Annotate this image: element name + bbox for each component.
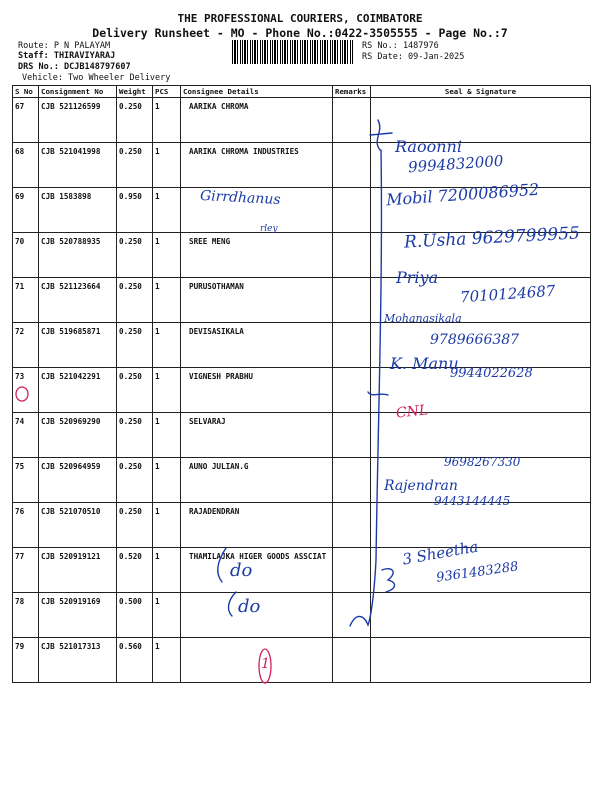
table-header-row <box>13 86 591 98</box>
rs-number: RS No.: 1487976 <box>362 41 439 51</box>
col-sno: S No <box>13 86 39 98</box>
col-consignee: Consignee Details <box>181 86 333 98</box>
cell-consignee: SELVARAJ <box>181 413 333 458</box>
cell-pcs: 1 <box>153 233 181 278</box>
sig-76-phone: 9443144445 <box>434 494 511 508</box>
cell-consignment: CJB 520969290 <box>39 413 117 458</box>
cell-remarks <box>333 593 371 638</box>
barcode <box>232 40 354 64</box>
cell-weight: 0.500 <box>117 593 153 638</box>
cell-pcs: 1 <box>153 458 181 503</box>
table-row <box>13 413 591 458</box>
cell-remarks <box>333 143 371 188</box>
cell-sno: 70 <box>13 233 39 278</box>
cell-weight: 0.250 <box>117 368 153 413</box>
cell-consignment: CJB 520788935 <box>39 233 117 278</box>
cell-consignee: THAMILAJKA HIGER GOODS ASSCIAT <box>181 548 333 593</box>
cell-consignee: PURUSOTHAMAN <box>181 278 333 323</box>
cell-pcs: 1 <box>153 503 181 548</box>
cell-remarks <box>333 503 371 548</box>
cell-remarks <box>333 548 371 593</box>
cell-weight: 0.250 <box>117 143 153 188</box>
cell-remarks <box>333 98 371 143</box>
route-info: Route: P N PALAYAM <box>18 41 111 51</box>
cell-weight: 0.250 <box>117 233 153 278</box>
cell-remarks <box>333 323 371 368</box>
cell-pcs: 1 <box>153 143 181 188</box>
cell-sno: 71 <box>13 278 39 323</box>
sig-73-phone: 9944022628 <box>450 366 533 381</box>
sig-78-phone: 9361483288 <box>435 559 520 586</box>
drs-info: DRS No.: DCJB148797607 <box>18 62 131 72</box>
cell-consignment: CJB 521070510 <box>39 503 117 548</box>
cell-sno: 79 <box>13 638 39 683</box>
runsheet-table <box>12 85 591 683</box>
cell-weight: 0.250 <box>117 503 153 548</box>
cell-seal-signature <box>371 638 591 683</box>
cell-pcs: 1 <box>153 188 181 233</box>
cell-seal-signature <box>371 503 591 548</box>
cell-consignee: AARIKA CHROMA <box>181 98 333 143</box>
cell-remarks <box>333 458 371 503</box>
ditto-79: do <box>238 596 261 617</box>
table-row <box>13 143 591 188</box>
col-seal: Seal & Signature <box>371 86 591 98</box>
table-row <box>13 638 591 683</box>
cell-consignment: CJB 521017313 <box>39 638 117 683</box>
sig-68-name: Raoonni <box>395 137 462 156</box>
sig-71-phone: 7010124687 <box>459 281 556 307</box>
sig-68-phone: 9994832000 <box>407 151 504 177</box>
cell-weight: 0.520 <box>117 548 153 593</box>
cell-sno: 78 <box>13 593 39 638</box>
sig-76-name: Rajendran <box>384 478 458 494</box>
sig-73-name: K. Manu <box>390 354 459 373</box>
cell-pcs: 1 <box>153 368 181 413</box>
cell-sno: 76 <box>13 503 39 548</box>
table-row <box>13 503 591 548</box>
cell-consignment: CJB 1583898 <box>39 188 117 233</box>
cell-weight: 0.250 <box>117 98 153 143</box>
cell-weight: 0.950 <box>117 188 153 233</box>
cell-consignee: AARIKA CHROMA INDUSTRIES <box>181 143 333 188</box>
col-pcs: PCS <box>153 86 181 98</box>
cell-weight: 0.250 <box>117 278 153 323</box>
sig-69: Mobil 7200086952 <box>385 179 540 210</box>
sig-75-phone: 9698267330 <box>444 455 521 469</box>
company-title: THE PROFESSIONAL COURIERS, COIMBATORE <box>177 12 423 25</box>
cell-consignee: AUNO JULIAN.G <box>181 458 333 503</box>
cell-weight: 0.560 <box>117 638 153 683</box>
col-consignment: Consignment No <box>39 86 117 98</box>
cell-consignment: CJB 521123664 <box>39 278 117 323</box>
cell-pcs: 1 <box>153 278 181 323</box>
vehicle-info: Vehicle: Two Wheeler Delivery <box>22 73 171 83</box>
cancel-mark-74: CNL <box>395 402 430 422</box>
cell-remarks <box>333 368 371 413</box>
cell-consignee <box>181 638 333 683</box>
cell-remarks <box>333 188 371 233</box>
cell-weight: 0.250 <box>117 413 153 458</box>
cell-sno: 69 <box>13 188 39 233</box>
cell-remarks <box>333 413 371 458</box>
cell-weight: 0.250 <box>117 323 153 368</box>
cell-consignment: CJB 521042291 <box>39 368 117 413</box>
cell-pcs: 1 <box>153 548 181 593</box>
cell-remarks <box>333 233 371 278</box>
sig-78-name: 3 Sheetha <box>401 537 480 569</box>
rs-date: RS Date: 09-Jan-2025 <box>362 52 465 62</box>
ditto-78: do <box>230 560 253 581</box>
cell-consignment: CJB 520964959 <box>39 458 117 503</box>
cell-seal-signature <box>371 593 591 638</box>
cell-consignee: SREE MENG <box>181 233 333 278</box>
cell-sno: 68 <box>13 143 39 188</box>
cell-consignee: DEVISASIKALA <box>181 323 333 368</box>
cell-consignment: CJB 521041998 <box>39 143 117 188</box>
sig-70: R.Usha 9629799955 <box>403 223 581 253</box>
runsheet-title: Delivery Runsheet - MO - Phone No.:0422-3505555 - Page No.:7 <box>92 26 508 40</box>
cell-pcs: 1 <box>153 323 181 368</box>
cell-consignment: CJB 520919121 <box>39 548 117 593</box>
handwritten-suffix-70: rley <box>260 224 278 234</box>
cell-sno: 72 <box>13 323 39 368</box>
sig-71-name: Priya <box>396 268 439 287</box>
cell-consignee: RAJADENDRAN <box>181 503 333 548</box>
cell-consignment: CJB 519685871 <box>39 323 117 368</box>
sig-72-phone: 9789666387 <box>430 332 520 348</box>
staff-info: Staff: THIRAVIYARAJ <box>18 51 116 61</box>
table-row <box>13 98 591 143</box>
col-weight: Weight <box>117 86 153 98</box>
cell-sno: 67 <box>13 98 39 143</box>
sig-72-name: Mohanasikala <box>384 312 462 325</box>
handwritten-name-69: Girrdhanus <box>199 187 281 209</box>
cell-consignee: VIGNESH PRABHU <box>181 368 333 413</box>
cell-sno: 74 <box>13 413 39 458</box>
cell-consignment: CJB 520919169 <box>39 593 117 638</box>
cell-sno: 77 <box>13 548 39 593</box>
cell-seal-signature <box>371 98 591 143</box>
cell-remarks <box>333 278 371 323</box>
cell-remarks <box>333 638 371 683</box>
col-remarks: Remarks <box>333 86 371 98</box>
cell-consignment: CJB 521126599 <box>39 98 117 143</box>
cell-pcs: 1 <box>153 413 181 458</box>
cell-pcs: 1 <box>153 593 181 638</box>
cell-pcs: 1 <box>153 638 181 683</box>
page-mark: 1 <box>261 656 270 672</box>
cell-sno: 73 <box>13 368 39 413</box>
cell-pcs: 1 <box>153 98 181 143</box>
cell-weight: 0.250 <box>117 458 153 503</box>
table-row <box>13 593 591 638</box>
cell-sno: 75 <box>13 458 39 503</box>
